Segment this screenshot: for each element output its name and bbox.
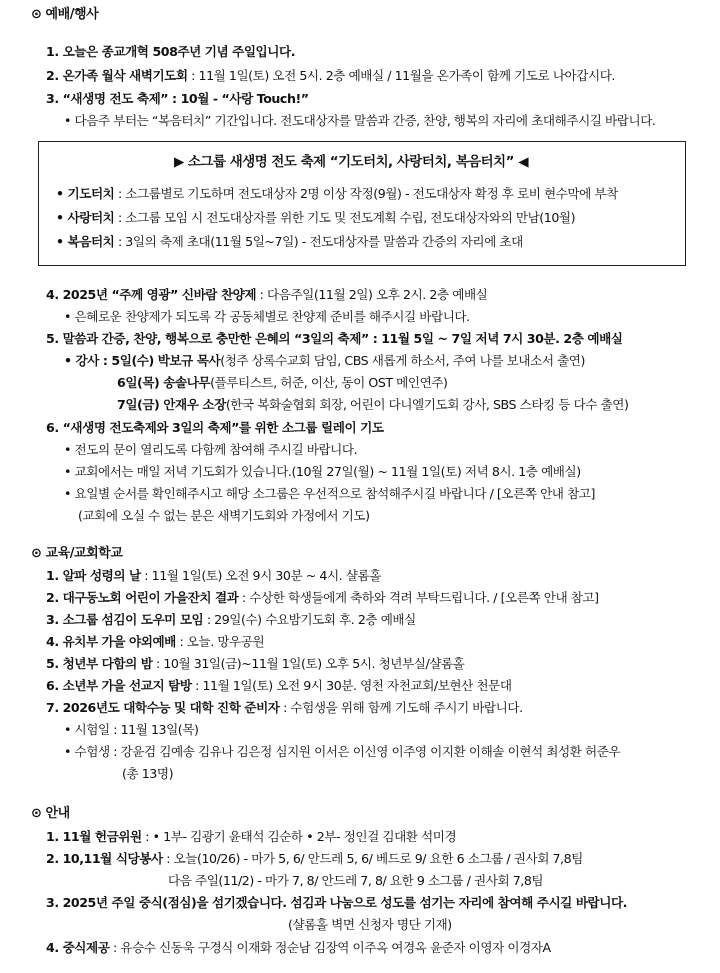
box-row-text: : 소그룹별로 기도하며 전도대상자 2명 이상 작정(9월) - 전도대상자 확정 후 로비 현수막에 부착 <box>114 186 618 201</box>
item-label: 2. 대구동노회 어린이 가을잔치 결과 <box>46 590 239 605</box>
box-row-label: • 사랑터치 <box>56 210 115 225</box>
section-title-worship: ⊙ 예배/행사 <box>31 7 99 22</box>
box-title: ▶ 소그룹 새생명 전도 축제 “기도터치, 사랑터치, 복음터치” ◀ <box>174 155 529 170</box>
box-row-label: • 기도터치 <box>56 186 115 201</box>
box-row-text: : 소그룹 모임 시 전도대상자를 위한 기도 및 전도계획 수립, 전도대상자와의 만남(10월) <box>114 210 576 225</box>
exam-date: • 시험일 : 11월 13일(목) <box>64 722 199 737</box>
item-dawn-prayer <box>46 68 615 84</box>
item-label: 2. 10,11월 식당봉사 <box>46 851 163 866</box>
item-label: 3. 소그룹 섬김이 도우미 모임 <box>46 612 204 627</box>
speaker-2 <box>117 375 448 391</box>
exam-students: • 수험생 : 강윤검 김예송 김유나 김은정 심지원 이서은 이신영 이주영 이지환 이해솔 이현석 최성환 허준우 <box>64 744 621 759</box>
speaker-name: 7일(금) 안재우 소장 <box>117 397 226 412</box>
relay-note-1: • 전도의 문이 열리도록 다함께 참여해 주시길 바랍니다. <box>64 442 358 457</box>
relay-note-4: (교회에 오실 수 없는 분은 새벽기도회와 가정에서 기도) <box>78 508 370 523</box>
box-row-text: : 3일의 축제 초대(11월 5일~7일) - 전도대상자를 말씀과 간증의 자리에 초대 <box>114 234 523 249</box>
relay-note-2: • 교회에서는 매일 저녁 기도회가 있습니다.(10월 27일(월) ~ 11월 1일(토) 저녁 8시. 1층 예배실) <box>64 464 581 479</box>
speaker-3 <box>117 397 628 413</box>
edu-item-1 <box>46 568 381 584</box>
item-detail: : 11월 1일(토) 오전 5시. 2층 예배실 / 11월을 온가족이 함께 기도로 나아갑시다. <box>187 68 615 83</box>
notice-item-3-note: (샬롬홀 벽면 신청자 명단 기재) <box>288 917 452 932</box>
speaker-info: (플루티스트, 허준, 이산, 동이 OST 메인연주) <box>210 375 448 390</box>
edu-item-3 <box>46 612 416 628</box>
item-label: 1. 알파 성령의 날 <box>46 568 141 583</box>
box-row-gospel-touch <box>56 234 523 250</box>
item-detail: : 11월 1일(토) 오전 9시 30분 ~ 4시. 샬롬홀 <box>140 568 381 583</box>
item-evangelism-festival: 3. “새생명 전도 축제” : 10월 - “사랑 Touch!” <box>46 91 309 106</box>
item-detail: : 수상한 학생들에게 축하와 격려 부탁드립니다. / [오른쪽 안내 참고] <box>238 590 599 605</box>
speaker-name: • 강사 : 5일(수) 박보규 목사 <box>64 353 221 368</box>
item-label: 4. 유치부 가을 야외예배 <box>46 634 176 649</box>
item-label: 2. 온가족 월삭 새벽기도회 <box>46 68 188 83</box>
item-label: 5. 청년부 다함의 밤 <box>46 656 153 671</box>
notice-item-2 <box>46 851 583 867</box>
section-title-education: ⊙ 교육/교회학교 <box>31 546 123 561</box>
speaker-name: 6일(목) 송솔나무 <box>117 375 211 390</box>
edu-item-2 <box>46 590 599 606</box>
notice-item-4 <box>46 940 551 956</box>
item-label: 4. 중식제공 <box>46 940 110 955</box>
item-detail: : 오늘(10/26) - 마가 5, 6/ 안드레 5, 6/ 베드로 9/ 요한 6 소그룹 / 권사회 7,8팀 <box>162 851 583 866</box>
item-three-day-festival: 5. 말씀과 간증, 찬양, 행복으로 충만한 은혜의 “3일의 축제” : 11월 5일 ~ 7일 저녁 7시 30분. 2층 예배실 <box>46 331 623 346</box>
notice-item-2-next: 다음 주일(11/2) - 마가 7, 8/ 안드레 7, 8/ 요한 9 소그룹 / 권사회 7,8팀 <box>168 873 544 888</box>
item-label: 6. 소년부 가을 선교지 탐방 <box>46 678 192 693</box>
box-row-love-touch <box>56 210 575 226</box>
item-detail: : 유승수 신동욱 구경식 이재화 정순남 김장역 이주옥 여경옥 윤준자 이영자 이경자A <box>109 940 551 955</box>
box-row-prayer-touch <box>56 186 618 202</box>
item-praise-note: • 은혜로운 찬양제가 되도록 각 공동체별로 찬양제 준비를 해주시길 바랍니다. <box>64 309 470 324</box>
speaker-info: (청주 상록수교회 담임, CBS 새롭게 하소서, 주여 나를 보내소서 출연) <box>220 353 585 368</box>
edu-item-5 <box>46 656 464 672</box>
item-detail: : 다음주일(11월 2일) 오후 2시. 2층 예배실 <box>256 287 488 302</box>
speaker-info: (한국 복화술협회 회장, 어린이 다니엘기도회 강사, SBS 스타킹 등 다수 출연) <box>225 397 629 412</box>
notice-item-3: 3. 2025년 주일 중식(점심)을 섬기겠습니다. 섬김과 나눔으로 성도를 섬기는 자리에 참여해 주시길 바랍니다. <box>46 895 628 910</box>
item-label: 1. 11월 헌금위원 <box>46 829 142 844</box>
item-detail: : 11월 1일(토) 오전 9시 30분. 영천 자천교회/보현산 천문대 <box>191 678 512 693</box>
item-label: 7. 2026년도 대학수능 및 대학 진학 준비자 <box>46 700 280 715</box>
item-detail: : 10월 31일(금)~11월 1일(토) 오후 5시. 청년부실/샬롬홀 <box>152 656 465 671</box>
exam-count: (총 13명) <box>122 766 174 781</box>
item-evangelism-note: • 다음주 부터는 “복음터치” 기간입니다. 전도대상자를 말씀과 간증, 찬양, 행복의 자리에 초대해주시길 바랍니다. <box>64 113 656 128</box>
item-reformation-day: 1. 오늘은 종교개혁 508주년 기념 주일입니다. <box>46 44 296 59</box>
item-detail: : 수험생을 위해 함께 기도해 주시기 바랍니다. <box>279 700 523 715</box>
item-detail: : • 1부- 김광기 윤태석 김순하 • 2부- 정인걸 김대환 석미경 <box>141 829 457 844</box>
relay-note-3: • 요일별 순서를 확인해주시고 해당 소그룹은 우선적으로 참석해주시길 바랍니다 / [오른쪽 안내 참고] <box>64 486 595 501</box>
notice-item-1 <box>46 829 456 845</box>
section-title-notice: ⊙ 안내 <box>31 806 70 821</box>
item-label: 4. 2025년 “주께 영광” 신바람 찬양제 <box>46 287 257 302</box>
item-praise-contest <box>46 287 487 303</box>
box-row-label: • 복음터치 <box>56 234 115 249</box>
item-detail: : 29일(수) 수요밤기도회 후. 2층 예배실 <box>203 612 416 627</box>
item-detail: : 오늘. 망우공원 <box>175 634 265 649</box>
item-relay-prayer: 6. “새생명 전도축제와 3일의 축제”를 위한 소그룹 릴레이 기도 <box>46 420 384 435</box>
edu-item-4 <box>46 634 264 650</box>
edu-item-7 <box>46 700 523 716</box>
edu-item-6 <box>46 678 512 694</box>
speaker-1 <box>64 353 585 369</box>
